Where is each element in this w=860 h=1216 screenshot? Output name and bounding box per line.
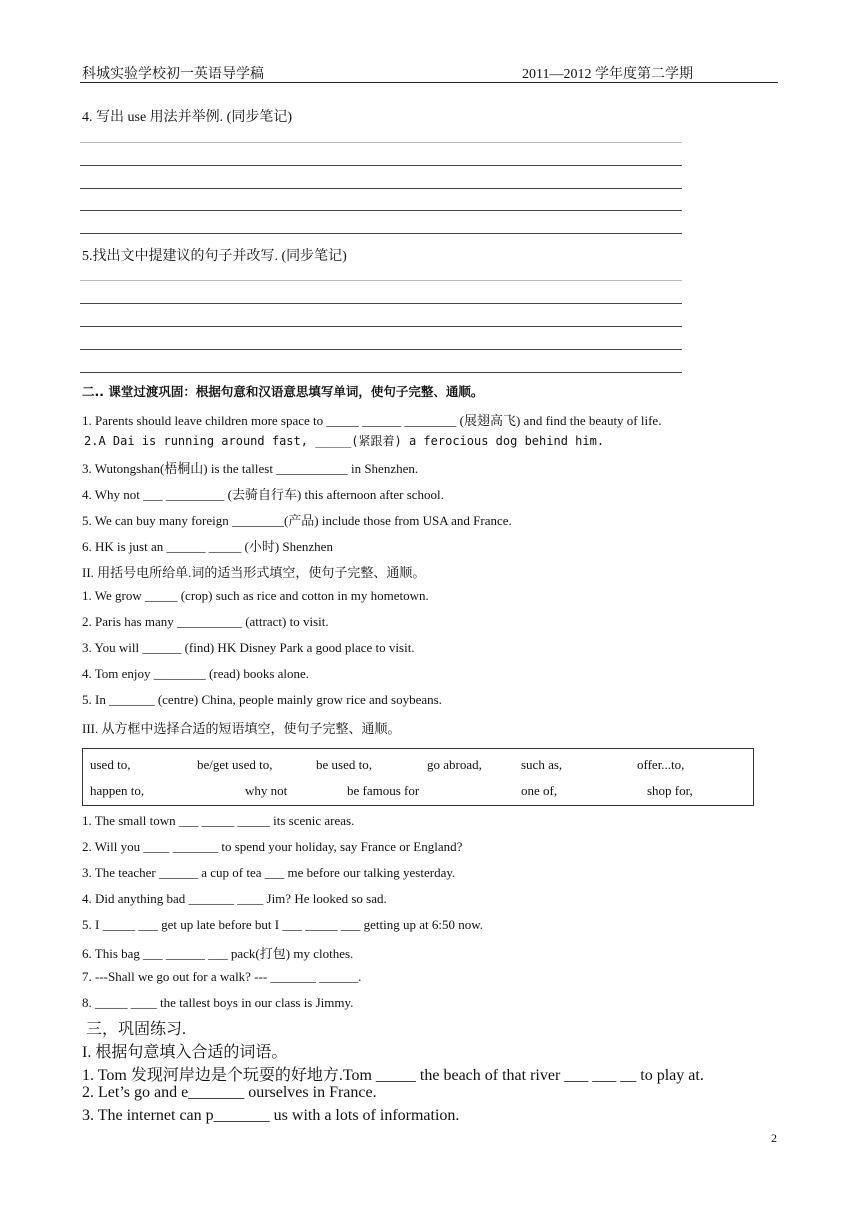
section-2-item-1: 1. Parents should leave children more space to _____ ______ ________ (展翅高飞) and find the beauty of life. bbox=[82, 413, 662, 428]
section-2-item-6: 6. HK is just an ______ _____ (小时) Shenzhen bbox=[82, 539, 333, 554]
question-5-title: 5.找出文中提建议的句子并改写. (同步笔记) bbox=[82, 249, 347, 264]
answer-line bbox=[80, 233, 682, 234]
part-3-item-4: 4. Did anything bad _______ ____ Jim? He looked so sad. bbox=[82, 891, 387, 906]
answer-line bbox=[80, 280, 682, 281]
section-3-item-1: 1. Tom 发现河岸边是个玩耍的好地方.Tom _____ the beach of that river ___ ___ __ to play at. bbox=[82, 1067, 704, 1084]
part-3-item-3: 3. The teacher ______ a cup of tea ___ me before our talking yesterday. bbox=[82, 865, 456, 880]
answer-line bbox=[80, 372, 682, 373]
phrase-box bbox=[82, 748, 754, 806]
part-3-item-6: 6. This bag ___ ______ ___ pack(打包) my clothes. bbox=[82, 946, 354, 961]
section-2-item-2: 2.A Dai is running around fast, _____(紧跟着) a ferocious dog behind him. bbox=[84, 434, 605, 448]
part-3-item-8: 8. _____ ____ the tallest boys in our class is Jimmy. bbox=[82, 995, 354, 1010]
part-3-item-5: 5. I _____ ___ get up late before but I ___ _____ ___ getting up at 6:50 now. bbox=[82, 917, 484, 932]
answer-line bbox=[80, 188, 682, 189]
part-3-item-1: 1. The small town ___ _____ _____ its scenic areas. bbox=[82, 813, 355, 828]
phrase-option: offer...to, bbox=[637, 757, 685, 772]
section-2-title: 二.. 课堂过渡巩固：根据句意和汉语意思填写单词，使句子完整、通顺。 bbox=[82, 384, 484, 399]
answer-line bbox=[80, 210, 682, 211]
phrase-option: be/get used to, bbox=[197, 757, 273, 772]
phrase-option: shop for, bbox=[647, 783, 693, 798]
part-2-item-5: 5. In _______ (centre) China, people mainly grow rice and soybeans. bbox=[82, 692, 442, 707]
answer-line bbox=[80, 303, 682, 304]
part-2-item-1: 1. We grow _____ (crop) such as rice and cotton in my hometown. bbox=[82, 588, 429, 603]
part-3-item-7: 7. ---Shall we go out for a walk? --- _______ ______. bbox=[82, 969, 362, 984]
phrase-option: why not bbox=[245, 783, 288, 798]
answer-line bbox=[80, 326, 682, 327]
answer-line bbox=[80, 142, 682, 143]
part-3-title: III. 从方框中选择合适的短语填空，使句子完整、通顺。 bbox=[82, 721, 401, 736]
part-3-item-2: 2. Will you ____ _______ to spend your holiday, say France or England? bbox=[82, 839, 463, 854]
phrase-option: be famous for bbox=[347, 783, 420, 798]
phrase-option: one of, bbox=[521, 783, 558, 798]
section-3-title: 三，巩固练习. bbox=[86, 1021, 187, 1038]
section-2-item-4: 4. Why not ___ _________ (去骑自行车) this afternoon after school. bbox=[82, 487, 444, 502]
section-2-item-3: 3. Wutongshan(梧桐山) is the tallest ___________ in Shenzhen. bbox=[82, 461, 419, 476]
header-left-title: 科城实验学校初一英语导学稿 bbox=[82, 67, 264, 82]
part-2-item-2: 2. Paris has many __________ (attract) to visit. bbox=[82, 614, 329, 629]
header-right-term: 2011—2012 学年度第二学期 bbox=[522, 67, 693, 82]
section-3-subtitle: I. 根据句意填入合适的词语。 bbox=[82, 1044, 288, 1061]
answer-line bbox=[80, 349, 682, 350]
part-2-item-4: 4. Tom enjoy ________ (read) books alone. bbox=[82, 666, 310, 681]
section-3-item-3: 3. The internet can p_______ us with a lots of information. bbox=[82, 1107, 460, 1124]
answer-line bbox=[80, 165, 682, 166]
phrase-option: happen to, bbox=[90, 783, 145, 798]
phrase-option: used to, bbox=[90, 757, 131, 772]
phrase-option: be used to, bbox=[316, 757, 372, 772]
part-2-item-3: 3. You will ______ (find) HK Disney Park a good place to visit. bbox=[82, 640, 415, 655]
section-3-item-2: 2. Let’s go and e_______ ourselves in France. bbox=[82, 1084, 377, 1101]
section-2-item-5: 5. We can buy many foreign ________(产品) include those from USA and France. bbox=[82, 513, 512, 528]
phrase-option: such as, bbox=[521, 757, 563, 772]
part-2-title: II. 用括号电所给单.词的适当形式填空，使句子完整、通顺。 bbox=[82, 565, 426, 580]
page-number: 2 bbox=[771, 1131, 777, 1145]
question-4-title: 4. 写出 use 用法并举例. (同步笔记) bbox=[82, 110, 292, 125]
header-rule bbox=[80, 82, 778, 83]
phrase-option: go abroad, bbox=[427, 757, 482, 772]
